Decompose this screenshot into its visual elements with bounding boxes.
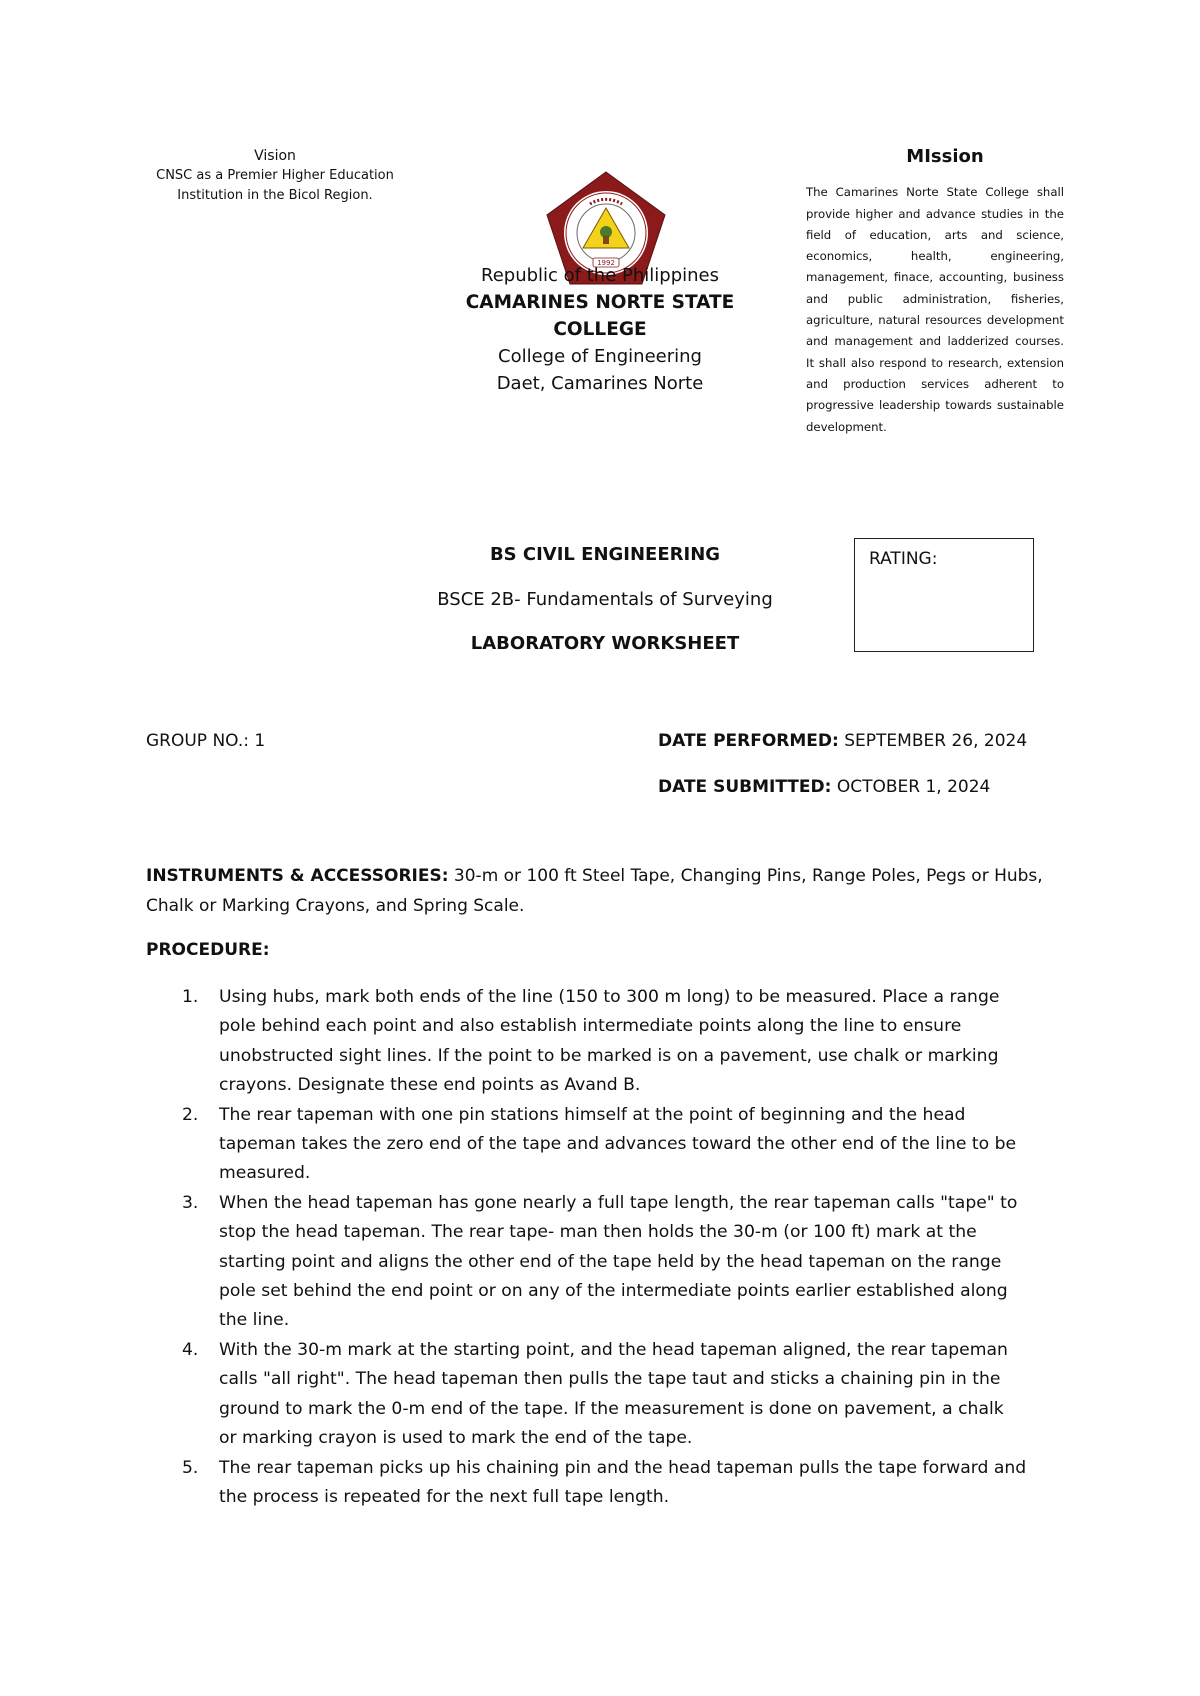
group-label: GROUP NO.:	[146, 731, 250, 751]
rating-box	[854, 538, 1034, 652]
subject-title: BSCE 2B- Fundamentals of Surveying	[437, 589, 773, 610]
step-number: 4.	[182, 1339, 199, 1360]
seal-year: 1992	[597, 259, 615, 267]
rating-label: RATING:	[869, 549, 938, 569]
procedure-step	[172, 983, 1072, 1101]
instruments-label: INSTRUMENTS & ACCESSORIES:	[146, 866, 449, 886]
step-line: The rear tapeman with one pin stations himself at the point of beginning and the head	[219, 1104, 966, 1125]
step-line: crayons. Designate these end points as Avand B.	[219, 1075, 641, 1096]
mission-text: The Camarines Norte State College shall provide higher and advance studies in the field of education, arts and science, economics, health, engineering, management, finace, accounting, business and public administration, fisheries, agriculture, natural resources development and management and ladderized courses. It shall also respond to research, extension and production services adherent to progressive leadership towards sustainable development.	[806, 185, 1064, 434]
step-line: unobstructed sight lines. If the point to be marked is on a pavement, use chalk or marking	[219, 1045, 999, 1066]
procedure-step	[172, 1454, 1072, 1513]
group-value: 1	[254, 731, 266, 751]
program-title: BS CIVIL ENGINEERING	[489, 544, 721, 565]
group-number	[146, 728, 265, 754]
vision-block	[140, 146, 410, 206]
worksheet-title: LABORATORY WORKSHEET	[470, 633, 740, 654]
instruments-text-line2: Chalk or Marking Crayons, and Spring Scale.	[146, 895, 525, 916]
college-name-line1: CAMARINES NORTE STATE	[465, 292, 735, 313]
instruments-section	[146, 862, 1066, 921]
step-line: pole behind each point and also establish intermediate points along the line to ensure	[219, 1016, 962, 1037]
instruments-line1	[146, 862, 1066, 892]
procedure-list	[172, 983, 1072, 1512]
course-block	[400, 541, 810, 658]
date-submitted-label: DATE SUBMITTED:	[658, 777, 832, 797]
step-number: 2.	[182, 1104, 199, 1125]
procedure-heading: PROCEDURE:	[146, 940, 270, 960]
step-line: With the 30-m mark at the starting point, and the head tapeman aligned, the rear tapeman	[219, 1339, 1008, 1360]
step-number: 5.	[182, 1457, 199, 1478]
instruments-text-line1: 30-m or 100 ft Steel Tape, Changing Pins, Range Poles, Pegs or Hubs,	[453, 866, 1043, 886]
procedure-step	[172, 1101, 1072, 1189]
step-line: stop the head tapeman. The rear tape- man then holds the 30-m (or 100 ft) mark at the	[219, 1222, 977, 1243]
department-line: College of Engineering	[498, 346, 702, 367]
step-line: measured.	[219, 1163, 311, 1184]
step-line: starting point and aligns the other end of the tape held by the head tapeman on the range	[219, 1251, 1002, 1272]
procedure-step	[172, 1336, 1072, 1454]
vision-heading: Vision	[254, 148, 296, 164]
step-line: the process is repeated for the next full tape length.	[219, 1486, 670, 1507]
step-line: the line.	[219, 1310, 290, 1331]
step-number: 1.	[182, 987, 199, 1007]
mission-block	[806, 146, 1064, 438]
procedure-step	[172, 1189, 1072, 1336]
date-submitted-value: OCTOBER 1, 2024	[836, 777, 991, 797]
step-line: ground to mark the 0-m end of the tape. If the measurement is done on pavement, a chalk	[219, 1398, 1004, 1419]
step-line: calls "all right". The head tapeman then pulls the tape taut and sticks a chaining pin in the	[219, 1369, 1001, 1390]
college-name-line2: COLLEGE	[553, 319, 647, 340]
step-line: Using hubs, mark both ends of the line (150 to 300 m long) to be measured. Place a range	[219, 987, 1000, 1007]
step-line: pole set behind the end point or on any of the intermediate points earlier established along	[219, 1281, 1008, 1302]
step-line: tapeman takes the zero end of the tape and advances toward the other end of the line to be	[219, 1134, 1017, 1155]
step-line: When the head tapeman has gone nearly a full tape length, the rear tapeman calls "tape" to	[219, 1192, 1018, 1213]
date-submitted	[658, 774, 990, 800]
date-performed-label: DATE PERFORMED:	[658, 731, 839, 751]
republic-line: Republic of the Philippines	[481, 265, 719, 286]
mission-heading: MIssion	[906, 146, 984, 167]
date-performed-value: SEPTEMBER 26, 2024	[844, 731, 1028, 751]
location-line: Daet, Camarines Norte	[496, 373, 704, 394]
step-line: or marking crayon is used to mark the end of the tape.	[219, 1428, 693, 1449]
step-number: 3.	[182, 1192, 199, 1213]
college-header	[430, 262, 770, 397]
vision-text-line2: Institution in the Bicol Region.	[177, 188, 373, 203]
vision-text-line1: CNSC as a Premier Higher Education	[156, 168, 394, 183]
step-line: The rear tapeman picks up his chaining pin and the head tapeman pulls the tape forward and	[219, 1457, 1027, 1478]
date-performed	[658, 728, 1027, 754]
